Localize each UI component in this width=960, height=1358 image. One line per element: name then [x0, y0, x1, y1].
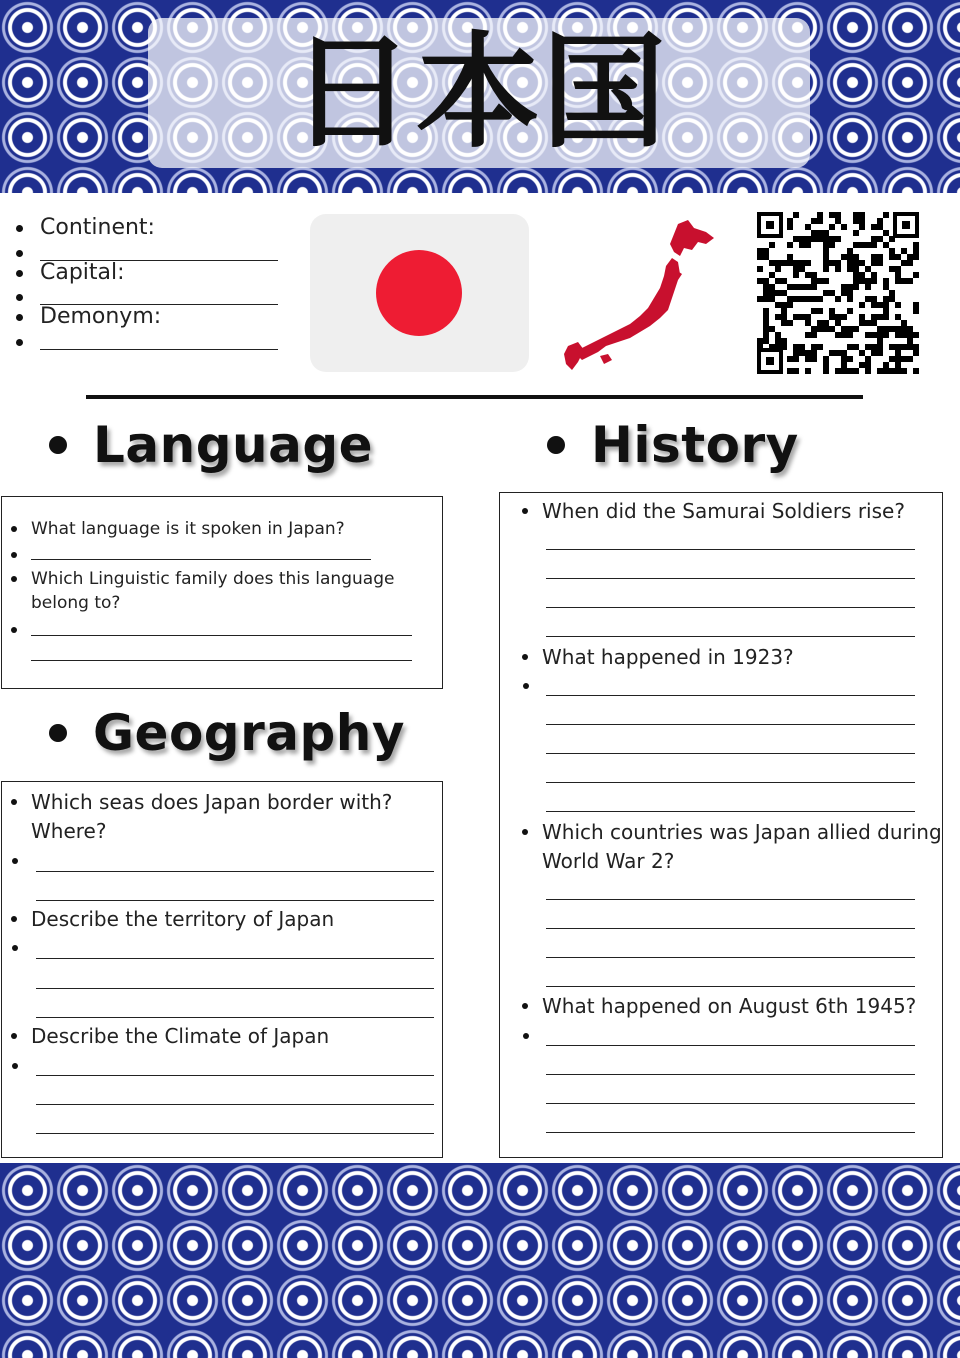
geography-question-1: Which seas does Japan border with? Where? — [11, 788, 431, 846]
history-question-box — [499, 492, 943, 1158]
japan-flag-icon — [310, 214, 529, 372]
history-question-2: What happened in 1923? — [522, 643, 952, 672]
answer-bullet — [12, 1063, 18, 1069]
demonym-label: Demonym: — [16, 305, 286, 330]
geography-question-2: Describe the territory of Japan — [11, 905, 431, 934]
history-answer-line-9[interactable] — [546, 811, 915, 812]
history-answer-line-2[interactable] — [546, 578, 915, 579]
language-answer-line-2[interactable] — [31, 635, 412, 636]
geography-answer-line-2[interactable] — [36, 900, 434, 901]
country-info-list — [16, 216, 286, 350]
page-title: 日本国 — [289, 21, 668, 165]
title-box — [148, 18, 810, 168]
capital-label: Capital: — [16, 261, 286, 286]
history-answer-line-1[interactable] — [546, 549, 915, 550]
history-answer-line-3[interactable] — [546, 607, 915, 608]
history-answer-line-7[interactable] — [546, 753, 915, 754]
history-answer-line-4[interactable] — [546, 636, 915, 637]
heading-bullet — [547, 436, 565, 454]
top-pattern-banner — [0, 0, 960, 193]
geography-answer-line-1[interactable] — [36, 871, 434, 872]
flag-sun — [376, 250, 462, 336]
history-question-4: What happened on August 6th 1945? — [522, 992, 952, 1021]
capital-answer-line[interactable] — [16, 285, 286, 305]
answer-bullet — [523, 1033, 529, 1039]
history-answer-line-6[interactable] — [546, 724, 915, 725]
history-heading — [547, 416, 799, 474]
answer-bullet — [11, 627, 17, 633]
geography-answer-line-6[interactable] — [36, 1075, 434, 1076]
history-answer-line-5[interactable] — [546, 695, 915, 696]
answer-bullet — [12, 945, 18, 951]
continent-label: Continent: — [16, 216, 286, 241]
geography-answer-line-3[interactable] — [36, 958, 434, 959]
history-answer-line-13[interactable] — [546, 986, 915, 987]
section-divider — [86, 395, 863, 399]
history-question-1: When did the Samurai Soldiers rise? — [522, 497, 952, 526]
geography-answer-line-7[interactable] — [36, 1104, 434, 1105]
answer-bullet — [12, 858, 18, 864]
demonym-answer-line[interactable] — [16, 330, 286, 350]
answer-bullet — [523, 683, 529, 689]
history-answer-line-14[interactable] — [546, 1045, 915, 1046]
heading-bullet — [49, 724, 67, 742]
qr-code-icon — [757, 212, 919, 374]
history-answer-line-10[interactable] — [546, 899, 915, 900]
history-question-3: Which countries was Japan allied during World War 2? — [522, 818, 942, 876]
language-answer-line-1[interactable] — [31, 559, 371, 560]
continent-answer-line[interactable] — [16, 241, 286, 261]
language-question-2: Which Linguistic family does this language belong to? — [11, 567, 421, 615]
answer-bullet — [11, 552, 17, 558]
geography-answer-line-5[interactable] — [36, 1017, 434, 1018]
geography-question-3: Describe the Climate of Japan — [11, 1022, 431, 1051]
history-answer-line-15[interactable] — [546, 1074, 915, 1075]
language-title: Language — [93, 416, 374, 474]
history-answer-line-11[interactable] — [546, 928, 915, 929]
history-answer-line-12[interactable] — [546, 957, 915, 958]
language-question-box — [1, 496, 443, 689]
history-title: History — [591, 416, 799, 474]
language-answer-line-3[interactable] — [31, 660, 412, 661]
geography-heading — [49, 704, 405, 762]
geography-answer-line-8[interactable] — [36, 1133, 434, 1134]
history-answer-line-16[interactable] — [546, 1103, 915, 1104]
bottom-pattern-banner — [0, 1163, 960, 1358]
language-heading — [49, 416, 373, 474]
heading-bullet — [49, 436, 67, 454]
history-answer-line-8[interactable] — [546, 782, 915, 783]
language-question-1: What language is it spoken in Japan? — [11, 517, 431, 541]
geography-question-box — [1, 781, 443, 1158]
geography-title: Geography — [93, 704, 405, 762]
history-answer-line-17[interactable] — [546, 1132, 915, 1133]
geography-answer-line-4[interactable] — [36, 988, 434, 989]
japan-map-icon — [560, 214, 720, 374]
